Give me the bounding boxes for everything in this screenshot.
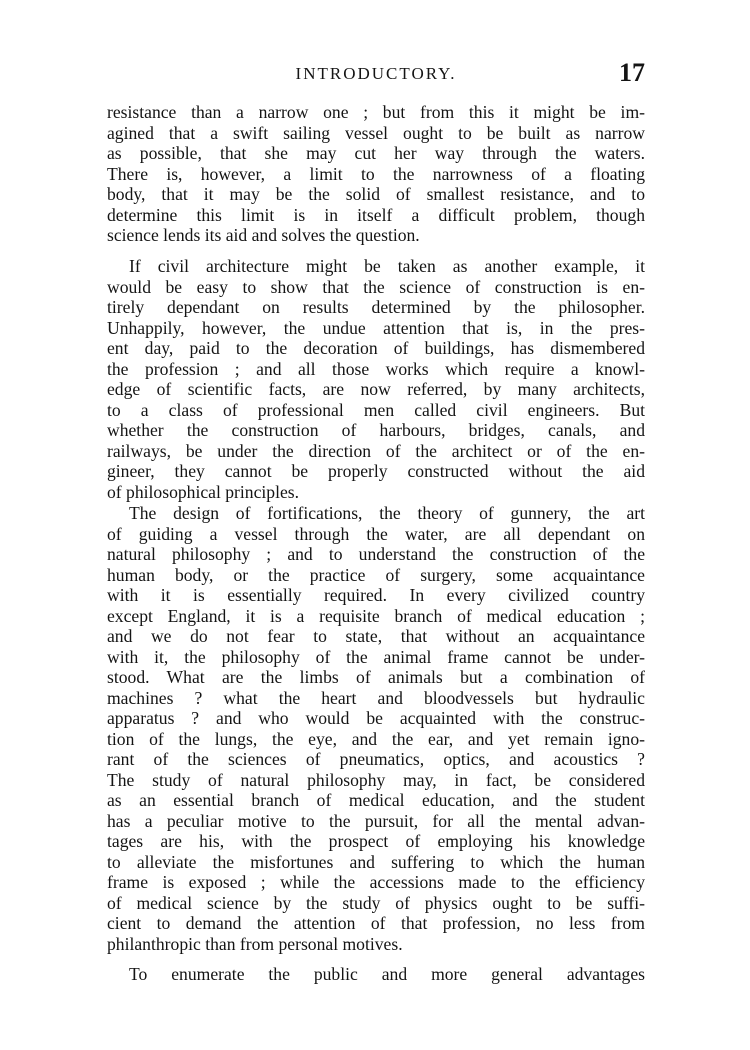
text-line: of guiding a vessel through the water, are all dependant on: [107, 523, 645, 544]
text-line: to alleviate the misfortunes and suffering to which the human: [107, 851, 645, 872]
text-line: apparatus ? and who would be acquainted with the construc-: [107, 708, 645, 728]
text-line: of medical science by the study of physics ought to be suffi-: [107, 892, 645, 913]
text-line: of philosophical principles.: [107, 481, 300, 502]
text-line: rant of the sciences of pneumatics, optics, and acoustics ?: [107, 749, 645, 769]
text-line: If civil architecture might be taken as another example, it: [129, 256, 645, 276]
text-line: stood. What are the limbs of animals but a combination of: [107, 667, 645, 687]
text-line: as possible, that she may cut her way through the waters.: [107, 143, 645, 163]
text-line: tirely dependant on results determined by the philosopher.: [107, 297, 645, 317]
text-line: with it is essentially required. In every civilized country: [107, 585, 645, 605]
text-line: Unhappily, however, the undue attention that is, in the pres-: [107, 317, 645, 338]
text-line: with it, the philosophy of the animal frame cannot be under-: [107, 646, 645, 667]
text-line: tion of the lungs, the eye, and the ear, and yet remain igno-: [107, 728, 645, 749]
text-line: as an essential branch of medical education, and the student: [107, 790, 645, 810]
text-line: cient to demand the attention of that profession, no less from: [107, 913, 645, 933]
text-line: to a class of professional men called civil engineers. But: [107, 399, 645, 420]
text-line: ent day, paid to the decoration of buildings, has dismembered: [107, 338, 645, 358]
text-line: frame is exposed ; while the accessions made to the efficiency: [107, 872, 645, 892]
text-line: To enumerate the public and more general advantages: [129, 964, 645, 984]
text-line: determine this limit is in itself a difficult problem, though: [107, 204, 645, 225]
text-line: science lends its aid and solves the question.: [107, 225, 420, 245]
text-line: machines ? what the heart and bloodvessels but hydraulic: [107, 687, 645, 708]
running-title: INTRODUCTORY.: [295, 64, 457, 83]
text-line: agined that a swift sailing vessel ought to be built as narrow: [107, 122, 645, 143]
text-line: resistance than a narrow one ; but from this it might be im-: [107, 102, 645, 122]
text-line: except England, it is a requisite branch of medical education ;: [107, 605, 645, 626]
text-line: railways, be under the direction of the architect or of the en-: [107, 440, 645, 461]
text-line: body, that it may be the solid of smallest resistance, and to: [107, 184, 645, 204]
text-line: has a peculiar motive to the pursuit, for all the mental advan-: [107, 810, 645, 831]
text-line: The study of natural philosophy may, in fact, be considered: [107, 769, 645, 790]
text-line: natural philosophy ; and to understand the construction of the: [107, 544, 645, 564]
text-line: gineer, they cannot be properly constructed without the aid: [107, 461, 645, 481]
body-text: [107, 103, 645, 1033]
text-line: philanthropic than from personal motives.: [107, 933, 403, 954]
text-line: The design of fortifications, the theory of gunnery, the art: [129, 503, 645, 523]
text-line: human body, or the practice of surgery, some acquaintance: [107, 564, 645, 585]
text-line: would be easy to show that the science of construction is en-: [107, 276, 645, 297]
text-line: tages are his, with the prospect of employing his knowledge: [107, 831, 645, 851]
text-line: edge of scientific facts, are now referred, by many architects,: [107, 379, 645, 399]
text-line: There is, however, a limit to the narrowness of a floating: [107, 163, 645, 184]
text-line: and we do not fear to state, that without an acquaintance: [107, 626, 645, 646]
running-head: [107, 58, 645, 92]
page-number: 17: [619, 58, 645, 87]
text-line: whether the construction of harbours, bridges, canals, and: [107, 420, 645, 440]
text-line: the profession ; and all those works which require a knowl-: [107, 358, 645, 379]
